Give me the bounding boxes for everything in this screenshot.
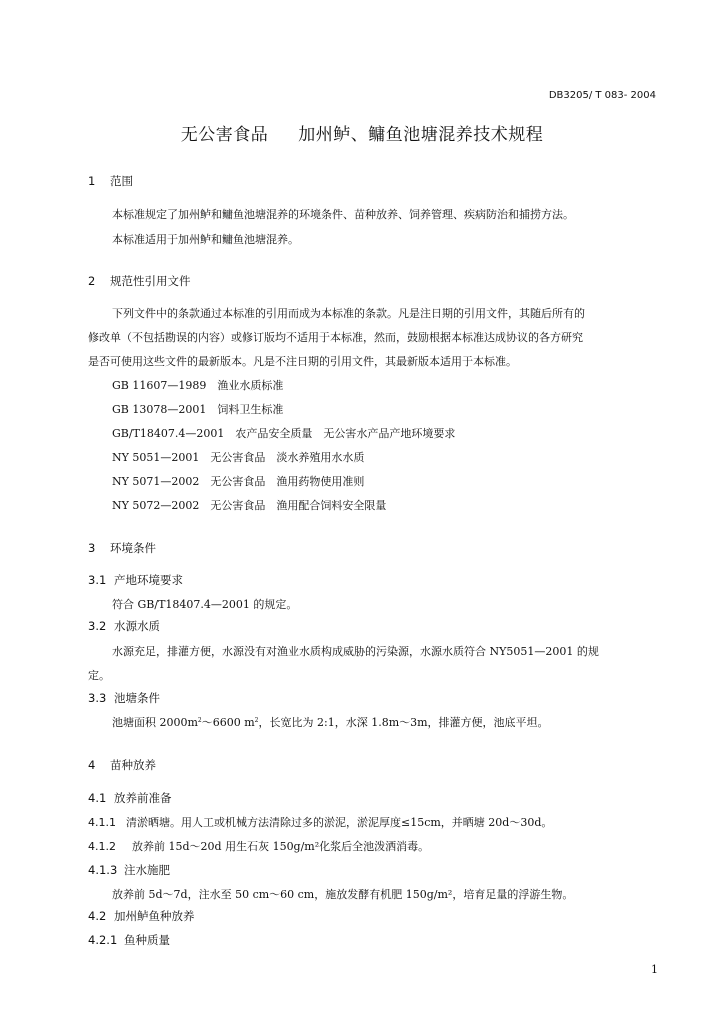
section-4-heading — [88, 757, 156, 773]
subsection-3-3-heading — [88, 690, 160, 706]
reference-item: GB 13078—2001 饲料卫生标准 — [112, 403, 284, 416]
section-title: 水源水质 — [114, 619, 160, 633]
paragraph: 本标准适用于加州鲈和鳙鱼池塘混养。 — [112, 233, 299, 246]
paragraph — [112, 714, 549, 730]
reference-item: NY 5072—2002 无公害食品 渔用配合饲料安全限量 — [112, 499, 387, 512]
section-2-heading — [88, 273, 191, 289]
superscript: 2 — [197, 717, 202, 724]
section-title: 池塘条件 — [114, 691, 160, 705]
section-title: 规范性引用文件 — [110, 274, 191, 288]
paragraph-line: 修改单（不包括勘误的内容）或修订版均不适用于本标准，然而，鼓励根据本标准达成协议的各方研究 — [88, 331, 583, 344]
subsection-3-1-heading — [88, 572, 183, 588]
section-number: 4.1.3 — [88, 863, 118, 877]
clause-text: 清淤晒塘。用人工或机械方法清除过多的淤泥，淤泥厚度≤15cm，并晒塘 20d～30d。 — [126, 816, 553, 829]
text-run: ～6600 m — [201, 716, 255, 729]
section-number: 4.2 — [88, 909, 107, 923]
section-number: 2 — [88, 274, 96, 288]
clause-4-1-1 — [88, 814, 552, 830]
clause-4-1-2 — [88, 838, 429, 854]
section-title: 产地环境要求 — [114, 573, 183, 587]
page-number: 1 — [651, 963, 658, 976]
section-number: 1 — [88, 174, 96, 188]
clause-4-1-3-heading — [88, 862, 170, 878]
paragraph-line: 下列文件中的条款通过本标准的引用而成为本标准的条款。凡是注日期的引用文件，其随后所有的 — [112, 307, 585, 320]
section-title: 环境条件 — [110, 541, 156, 555]
section-1-heading — [88, 173, 133, 189]
paragraph: 放养前 5d～7d，注水至 50 cm～60 cm，施放发酵有机肥 150g/m²，培育足量的浮游生物。 — [112, 888, 574, 901]
section-number: 4.1 — [88, 791, 107, 805]
section-number: 4 — [88, 758, 96, 772]
superscript: 2 — [254, 717, 259, 724]
section-number: 3.1 — [88, 573, 107, 587]
reference-item: NY 5071—2002 无公害食品 渔用药物使用准则 — [112, 475, 365, 488]
paragraph-line: 是否可使用这些文件的最新版本。凡是不注日期的引用文件，其最新版本适用于本标准。 — [88, 355, 517, 368]
section-number: 3.3 — [88, 691, 107, 705]
reference-item: GB 11607—1989 渔业水质标准 — [112, 379, 284, 392]
reference-item: NY 5051—2001 无公害食品 淡水养殖用水水质 — [112, 451, 365, 464]
subsection-3-2-heading — [88, 618, 160, 634]
text-run: ，长宽比为 2:1，水深 1.8m～3m，排灌方便，池底平坦。 — [258, 716, 549, 729]
clause-text: 放养前 15d～20d 用生石灰 150g/m²化浆后全池泼洒消毒。 — [132, 840, 430, 853]
paragraph: 本标准规定了加州鲈和鳙鱼池塘混养的环境条件、苗种放养、饲养管理、疾病防治和捕捞方法。 — [112, 208, 574, 221]
paragraph-line: 定。 — [88, 669, 110, 682]
section-title: 加州鲈鱼种放养 — [114, 909, 195, 923]
paragraph: 符合 GB/T18407.4—2001 的规定。 — [112, 598, 298, 611]
section-title: 鱼种质量 — [124, 933, 170, 947]
paragraph-line: 水源充足，排灌方便，水源没有对渔业水质构成威胁的污染源，水源水质符合 NY5051—2001 的规 — [112, 645, 599, 658]
section-number: 4.2.1 — [88, 933, 118, 947]
title-category: 无公害食品 — [180, 125, 269, 145]
clause-number: 4.1.1 — [88, 816, 116, 829]
section-3-heading — [88, 540, 156, 556]
section-number: 3 — [88, 541, 96, 555]
section-number: 3.2 — [88, 619, 107, 633]
document-code: DB3205/ T 083- 2004 — [548, 90, 656, 101]
reference-item: GB/T18407.4—2001 农产品安全质量 无公害水产品产地环境要求 — [112, 427, 456, 440]
section-title: 注水施肥 — [124, 863, 170, 877]
document-title — [0, 120, 724, 145]
section-title: 苗种放养 — [110, 758, 156, 772]
subsection-4-1-heading — [88, 790, 172, 806]
section-title: 放养前准备 — [114, 791, 172, 805]
clause-4-2-1-heading — [88, 932, 170, 948]
subsection-4-2-heading — [88, 908, 195, 924]
clause-number: 4.1.2 — [88, 840, 116, 853]
text-run: 池塘面积 2000m — [112, 716, 198, 729]
section-title: 范围 — [110, 174, 133, 188]
title-main: 加州鲈、鳙鱼池塘混养技术规程 — [298, 125, 544, 145]
